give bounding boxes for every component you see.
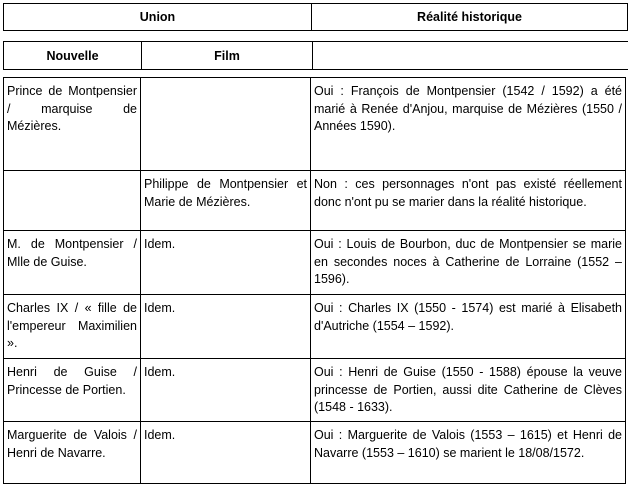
cell-realite: Non : ces personnages n'ont pas existé réellement donc n'ont pu se marier dans la réalité historique. (311, 171, 626, 231)
cell-film: Philippe de Montpensier et Marie de Mézières. (141, 171, 311, 231)
cell-film: Idem. (141, 422, 311, 484)
cell-realite: Oui : Charles IX (1550 - 1574) est marié à Elisabeth d'Autriche (1554 – 1592). (311, 295, 626, 359)
table-row (4, 171, 626, 231)
table-row (4, 78, 626, 171)
cell-nouvelle: Prince de Montpensier / marquise de Mézières. (4, 78, 141, 171)
cell-realite: Oui : Marguerite de Valois (1553 – 1615) et Henri de Navarre (1553 – 1610) se marient le 18/08/1572. (311, 422, 626, 484)
header-table (3, 3, 628, 31)
data-table (3, 77, 626, 484)
cell-film (141, 78, 311, 171)
cell-nouvelle: Charles IX / « fille de l'empereur Maximilien ». (4, 295, 141, 359)
cell-nouvelle: M. de Montpensier / Mlle de Guise. (4, 231, 141, 295)
cell-nouvelle (4, 171, 141, 231)
subheader-table (3, 41, 628, 70)
subheader-film: Film (142, 42, 313, 70)
subheader-row (4, 42, 628, 70)
subheader-empty (313, 42, 628, 70)
header-row (4, 4, 628, 31)
table-row (4, 422, 626, 484)
table-row (4, 359, 626, 422)
subheader-nouvelle: Nouvelle (4, 42, 142, 70)
table-row (4, 231, 626, 295)
cell-film: Idem. (141, 295, 311, 359)
cell-film: Idem. (141, 231, 311, 295)
cell-realite: Oui : François de Montpensier (1542 / 1592) a été marié à Renée d'Anjou, marquise de Mézières (1550 / Années 1590). (311, 78, 626, 171)
cell-nouvelle: Marguerite de Valois / Henri de Navarre. (4, 422, 141, 484)
header-realite-historique: Réalité historique (312, 4, 628, 31)
cell-film: Idem. (141, 359, 311, 422)
cell-nouvelle: Henri de Guise / Princesse de Portien. (4, 359, 141, 422)
cell-realite: Oui : Henri de Guise (1550 - 1588) épouse la veuve princesse de Portien, aussi dite Catherine de Clèves (1548 - 1633). (311, 359, 626, 422)
cell-realite: Oui : Louis de Bourbon, duc de Montpensier se marie en secondes noces à Catherine de Lorraine (1552 – 1596). (311, 231, 626, 295)
header-union: Union (4, 4, 312, 31)
table-row (4, 295, 626, 359)
